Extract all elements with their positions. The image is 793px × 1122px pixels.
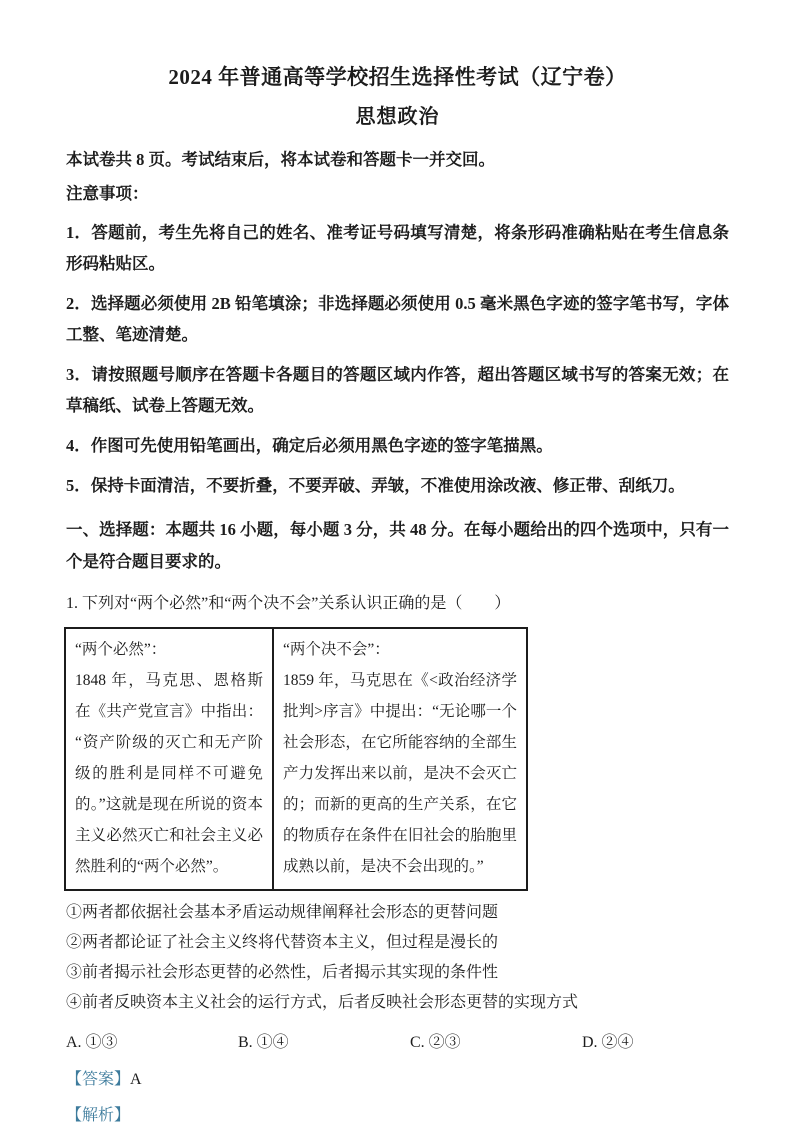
option-item-3: ③前者揭示社会形态更替的必然性，后者揭示其实现的条件性 [66, 964, 499, 981]
notice-item-4: 4．作图可先使用铅笔画出，确定后必须用黑色字迹的签字笔描黑。 [66, 436, 553, 455]
table-cell-left-heading: “两个必然”： [75, 641, 167, 658]
table-cell-two-inevitables [65, 628, 273, 890]
option-list [66, 898, 729, 1018]
comparison-table [64, 627, 528, 891]
notice-item-2: 2．选择题必须使用 2B 铅笔填涂；非选择题必须使用 0.5 毫米黑色字迹的签字笔书写，字体工整、笔迹清楚。 [66, 294, 729, 344]
table-row [65, 628, 527, 890]
table-cell-two-nevers [273, 628, 527, 890]
choice-a: A. ①③ [66, 1034, 118, 1051]
answer-line [66, 1068, 729, 1092]
table-cell-right-heading: “两个决不会”： [283, 641, 390, 658]
notice-item-3: 3．请按照题号顺序在答题卡各题目的答题区域内作答，超出答题区域书写的答案无效；在草稿纸、试卷上答题无效。 [66, 365, 729, 415]
question-stem: 1. 下列对“两个必然”和“两个决不会”关系认识正确的是（ ） [66, 595, 511, 612]
section-heading: 一、选择题：本题共 16 小题，每小题 3 分，共 48 分。在每小题给出的四个选项中，只有一个是符合题目要求的。 [66, 520, 729, 571]
choice-row [66, 1031, 729, 1055]
table-cell-left-body: 1848 年，马克思、恩格斯在《共产党宣言》中指出：“资产阶级的灭亡和无产阶级的胜利是同样不可避免的。”这就是现在所说的资本主义必然灭亡和社会主义必然胜利的“两个必然”。 [75, 672, 263, 875]
analysis-line [66, 1104, 729, 1122]
option-item-4: ④前者反映资本主义社会的运行方式，后者反映社会形态更替的实现方式 [66, 994, 579, 1011]
option-item-1: ①两者都依据社会基本矛盾运动规律阐释社会形态的更替问题 [66, 904, 499, 921]
option-item-2: ②两者都论证了社会主义终将代替资本主义，但过程是漫长的 [66, 934, 499, 951]
choice-b: B. ①④ [238, 1034, 289, 1051]
choice-d: D. ②④ [582, 1034, 634, 1051]
answer-value: A [130, 1071, 142, 1088]
notice-item-5: 5．保持卡面清洁，不要折叠，不要弄破、弄皱，不准使用涂改液、修正带、刮纸刀。 [66, 476, 685, 495]
notice-item-1: 1．答题前，考生先将自己的姓名、准考证号码填写清楚，将条形码准确粘贴在考生信息条形码粘贴区。 [66, 223, 729, 273]
doc-subtitle: 思想政治 [355, 106, 440, 128]
notice-heading: 注意事项： [66, 184, 149, 203]
doc-title: 2024 年普通高等学校招生选择性考试（辽宁卷） [168, 65, 627, 89]
choice-c: C. ②③ [410, 1034, 461, 1051]
intro-text: 本试卷共 8 页。考试结束后，将本试卷和答题卡一并交回。 [66, 150, 495, 169]
table-cell-right-body: 1859 年，马克思在《<政治经济学批判>序言》中提出：“无论哪一个社会形态，在它所能容纳的全部生产力发挥出来以前，是决不会灭亡的；而新的更高的生产关系，在它的物质存在条件在旧社会的胎胞里成熟以前，是决不会出现的。” [283, 672, 517, 875]
answer-label: 【答案】 [66, 1071, 131, 1088]
analysis-label: 【解析】 [66, 1107, 131, 1122]
